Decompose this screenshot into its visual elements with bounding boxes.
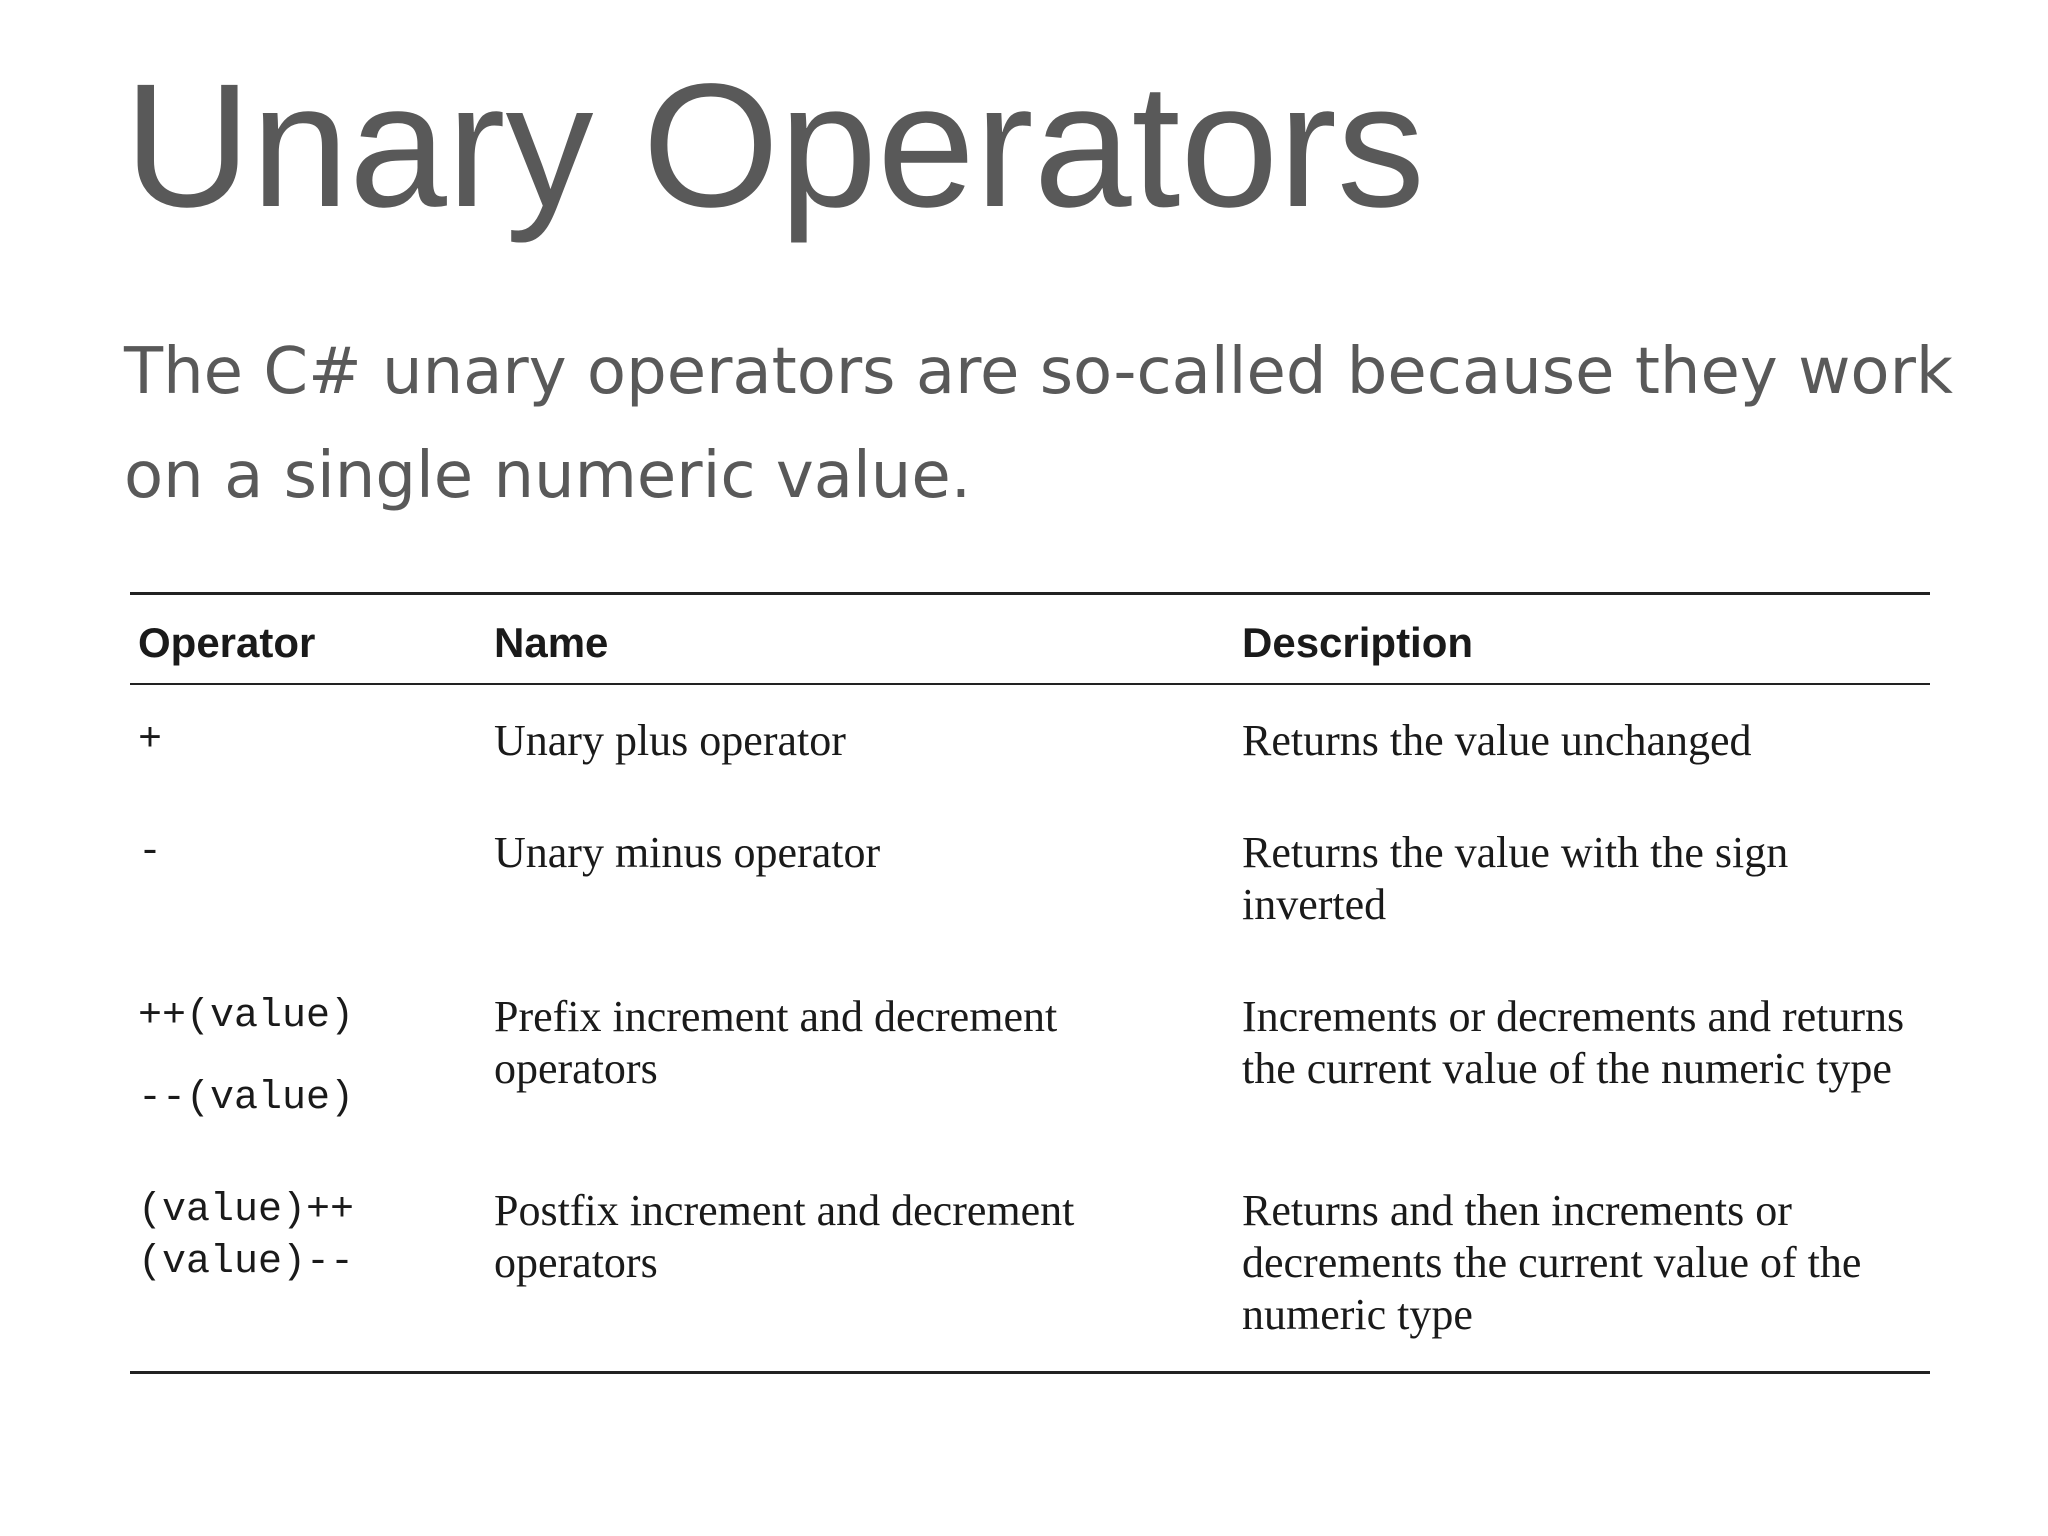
operator-symbol: - — [138, 830, 163, 875]
table-row — [130, 961, 1930, 1155]
description-cell: Increments or decrements and returns the current value of the numeric type — [1242, 992, 1905, 1093]
name-cell: Prefix increment and decrement operators — [494, 992, 1058, 1093]
name-cell: Postfix increment and decrement operators — [494, 1186, 1075, 1287]
table-row — [130, 1155, 1930, 1371]
table-row — [130, 797, 1930, 961]
header-description: Description — [1234, 595, 1930, 684]
name-cell: Unary minus operator — [494, 828, 881, 877]
table-row — [130, 684, 1930, 797]
description-cell: Returns and then increments or decrements the current value of the numeric type — [1242, 1186, 1862, 1339]
operator-symbol: --(value) — [138, 1076, 355, 1121]
header-operator: Operator — [130, 595, 486, 684]
operator-symbol: + — [138, 718, 163, 763]
slide-title: Unary Operators — [124, 48, 1425, 244]
operator-cell — [130, 797, 486, 961]
operators-table-container — [130, 592, 1930, 1374]
operator-cell — [130, 961, 486, 1155]
operator-symbol: ++(value) — [138, 994, 355, 1039]
operators-table — [130, 595, 1930, 1371]
operator-cell — [130, 684, 486, 797]
name-cell: Unary plus operator — [494, 716, 846, 765]
header-name: Name — [486, 595, 1234, 684]
operator-symbol: (value)-- — [138, 1240, 355, 1285]
slide-body-text: The C# unary operators are so-called because they work on a single numeric value. — [124, 335, 1953, 513]
operator-symbol: (value)++ — [138, 1188, 355, 1233]
description-cell: Returns the value unchanged — [1242, 716, 1752, 765]
description-cell: Returns the value with the sign inverted — [1242, 828, 1789, 929]
operator-cell — [130, 1155, 486, 1371]
table-header-row — [130, 595, 1930, 684]
